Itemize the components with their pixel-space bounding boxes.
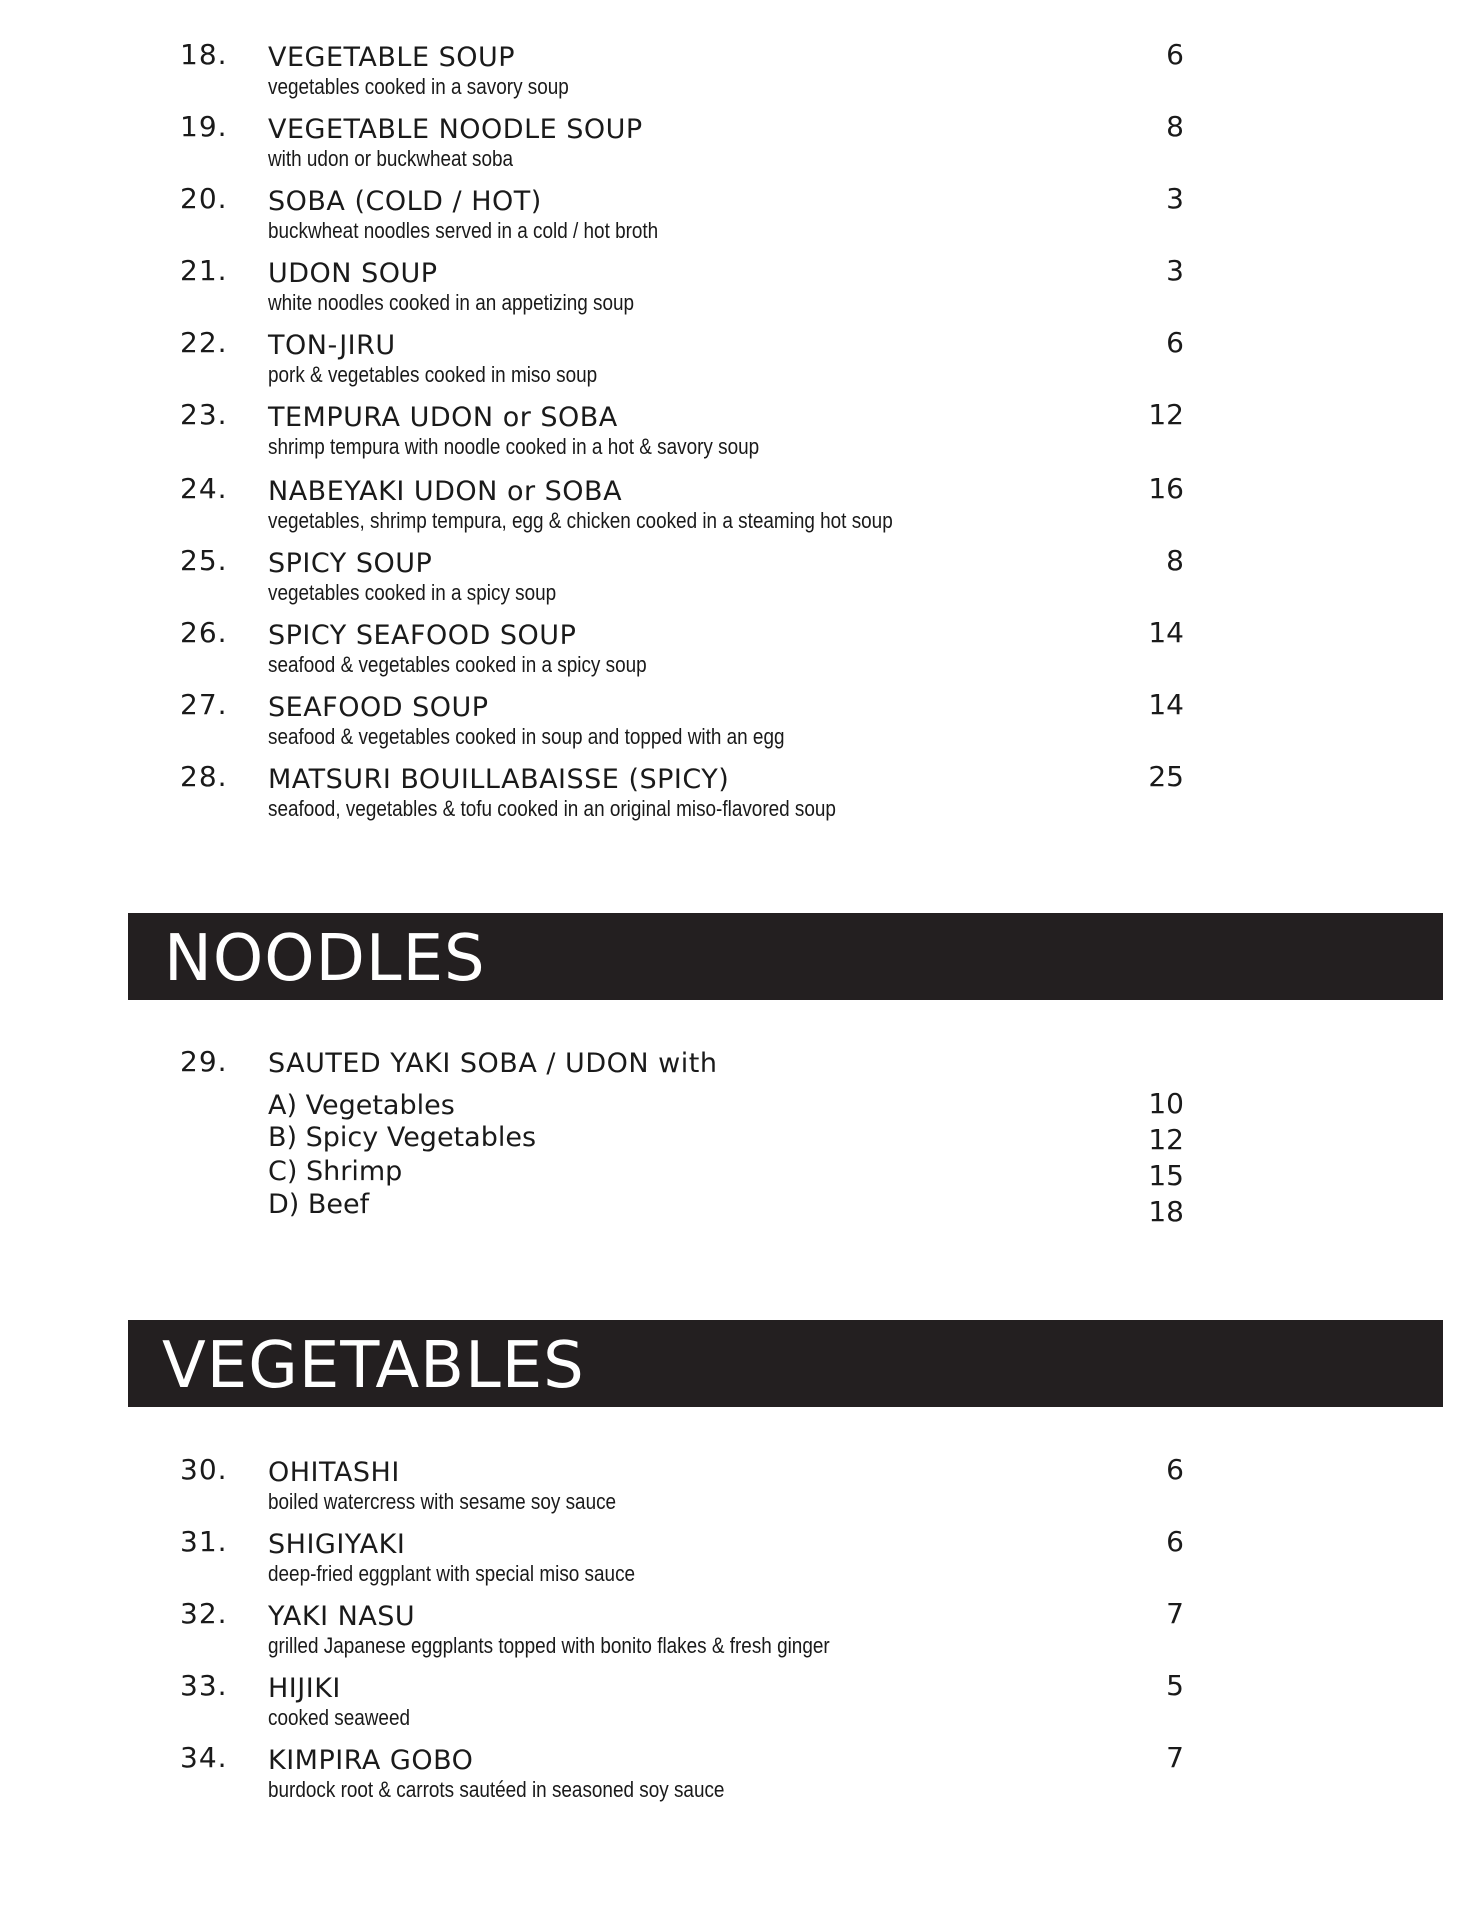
item-number: 20. bbox=[180, 182, 228, 215]
item-option-label: D) Beef bbox=[268, 1189, 370, 1220]
item-name: KIMPIRA GOBO bbox=[268, 1745, 474, 1776]
section-title: VEGETABLES bbox=[162, 1329, 585, 1403]
item-name: SPICY SOUP bbox=[268, 548, 433, 579]
item-description: pork & vegetables cooked in miso soup bbox=[268, 362, 598, 387]
section-title: NOODLES bbox=[164, 922, 486, 996]
item-price: 6 bbox=[1166, 1453, 1184, 1486]
item-description: vegetables cooked in a spicy soup bbox=[268, 580, 557, 605]
item-description: shrimp tempura with noodle cooked in a hot & savory soup bbox=[268, 434, 760, 459]
item-name: NABEYAKI UDON or SOBA bbox=[268, 476, 623, 507]
item-description: seafood & vegetables cooked in a spicy soup bbox=[268, 652, 647, 677]
item-option-price: 18 bbox=[1148, 1195, 1184, 1228]
item-price: 25 bbox=[1148, 760, 1184, 793]
item-number: 27. bbox=[180, 688, 228, 721]
item-option-label: C) Shrimp bbox=[268, 1156, 403, 1187]
item-description: deep-fried eggplant with special miso sauce bbox=[268, 1561, 636, 1586]
item-option-price: 10 bbox=[1148, 1087, 1184, 1120]
item-name: UDON SOUP bbox=[268, 258, 438, 289]
item-number: 33. bbox=[180, 1669, 228, 1702]
item-name: SAUTED YAKI SOBA / UDON with bbox=[268, 1048, 718, 1079]
item-price: 6 bbox=[1166, 326, 1184, 359]
item-description: white noodles cooked in an appetizing soup bbox=[268, 290, 635, 315]
item-price: 8 bbox=[1166, 110, 1184, 143]
item-description: burdock root & carrots sautéed in seasoned soy sauce bbox=[268, 1777, 725, 1802]
item-number: 25. bbox=[180, 544, 228, 577]
item-description: with udon or buckwheat soba bbox=[268, 146, 514, 171]
item-number: 29. bbox=[180, 1045, 228, 1078]
item-number: 24. bbox=[180, 472, 228, 505]
item-price: 16 bbox=[1148, 472, 1184, 505]
item-description: boiled watercress with sesame soy sauce bbox=[268, 1489, 617, 1514]
item-name: TEMPURA UDON or SOBA bbox=[268, 402, 618, 433]
item-price: 7 bbox=[1166, 1597, 1184, 1630]
item-description: buckwheat noodles served in a cold / hot broth bbox=[268, 218, 659, 243]
item-name: SEAFOOD SOUP bbox=[268, 692, 489, 723]
item-option-price: 12 bbox=[1148, 1123, 1184, 1156]
item-name: YAKI NASU bbox=[268, 1601, 416, 1632]
item-number: 34. bbox=[180, 1741, 228, 1774]
item-number: 23. bbox=[180, 398, 228, 431]
item-option-label: A) Vegetables bbox=[268, 1090, 455, 1121]
item-name: OHITASHI bbox=[268, 1457, 400, 1488]
item-name: SPICY SEAFOOD SOUP bbox=[268, 620, 577, 651]
item-price: 8 bbox=[1166, 544, 1184, 577]
item-description: cooked seaweed bbox=[268, 1705, 411, 1730]
item-description: vegetables, shrimp tempura, egg & chicken cooked in a steaming hot soup bbox=[268, 508, 893, 533]
item-name: VEGETABLE SOUP bbox=[268, 42, 516, 73]
item-price: 3 bbox=[1166, 182, 1184, 215]
item-number: 18. bbox=[180, 38, 228, 71]
item-price: 7 bbox=[1166, 1741, 1184, 1774]
item-name: HIJIKI bbox=[268, 1673, 341, 1704]
item-number: 31. bbox=[180, 1525, 228, 1558]
item-price: 14 bbox=[1148, 688, 1184, 721]
item-number: 28. bbox=[180, 760, 228, 793]
item-price: 3 bbox=[1166, 254, 1184, 287]
item-number: 21. bbox=[180, 254, 228, 287]
item-name: SOBA (COLD / HOT) bbox=[268, 186, 542, 217]
item-price: 5 bbox=[1166, 1669, 1184, 1702]
item-price: 14 bbox=[1148, 616, 1184, 649]
item-price: 6 bbox=[1166, 38, 1184, 71]
item-price: 6 bbox=[1166, 1525, 1184, 1558]
item-description: seafood, vegetables & tofu cooked in an original miso-flavored soup bbox=[268, 796, 836, 821]
item-number: 22. bbox=[180, 326, 228, 359]
item-number: 19. bbox=[180, 110, 228, 143]
item-number: 26. bbox=[180, 616, 228, 649]
item-name: VEGETABLE NOODLE SOUP bbox=[268, 114, 643, 145]
item-number: 32. bbox=[180, 1597, 228, 1630]
item-name: TON-JIRU bbox=[268, 330, 396, 361]
item-price: 12 bbox=[1148, 398, 1184, 431]
item-name: SHIGIYAKI bbox=[268, 1529, 406, 1560]
item-description: grilled Japanese eggplants topped with bonito flakes & fresh ginger bbox=[268, 1633, 830, 1658]
item-option-label: B) Spicy Vegetables bbox=[268, 1122, 537, 1153]
section-banner-vegetables bbox=[128, 1320, 1443, 1407]
item-number: 30. bbox=[180, 1453, 228, 1486]
item-option-price: 15 bbox=[1148, 1159, 1184, 1192]
section-banner-noodles bbox=[128, 913, 1443, 1000]
item-description: vegetables cooked in a savory soup bbox=[268, 74, 569, 99]
item-name: MATSURI BOUILLABAISSE (SPICY) bbox=[268, 764, 730, 795]
item-description: seafood & vegetables cooked in soup and topped with an egg bbox=[268, 724, 785, 749]
